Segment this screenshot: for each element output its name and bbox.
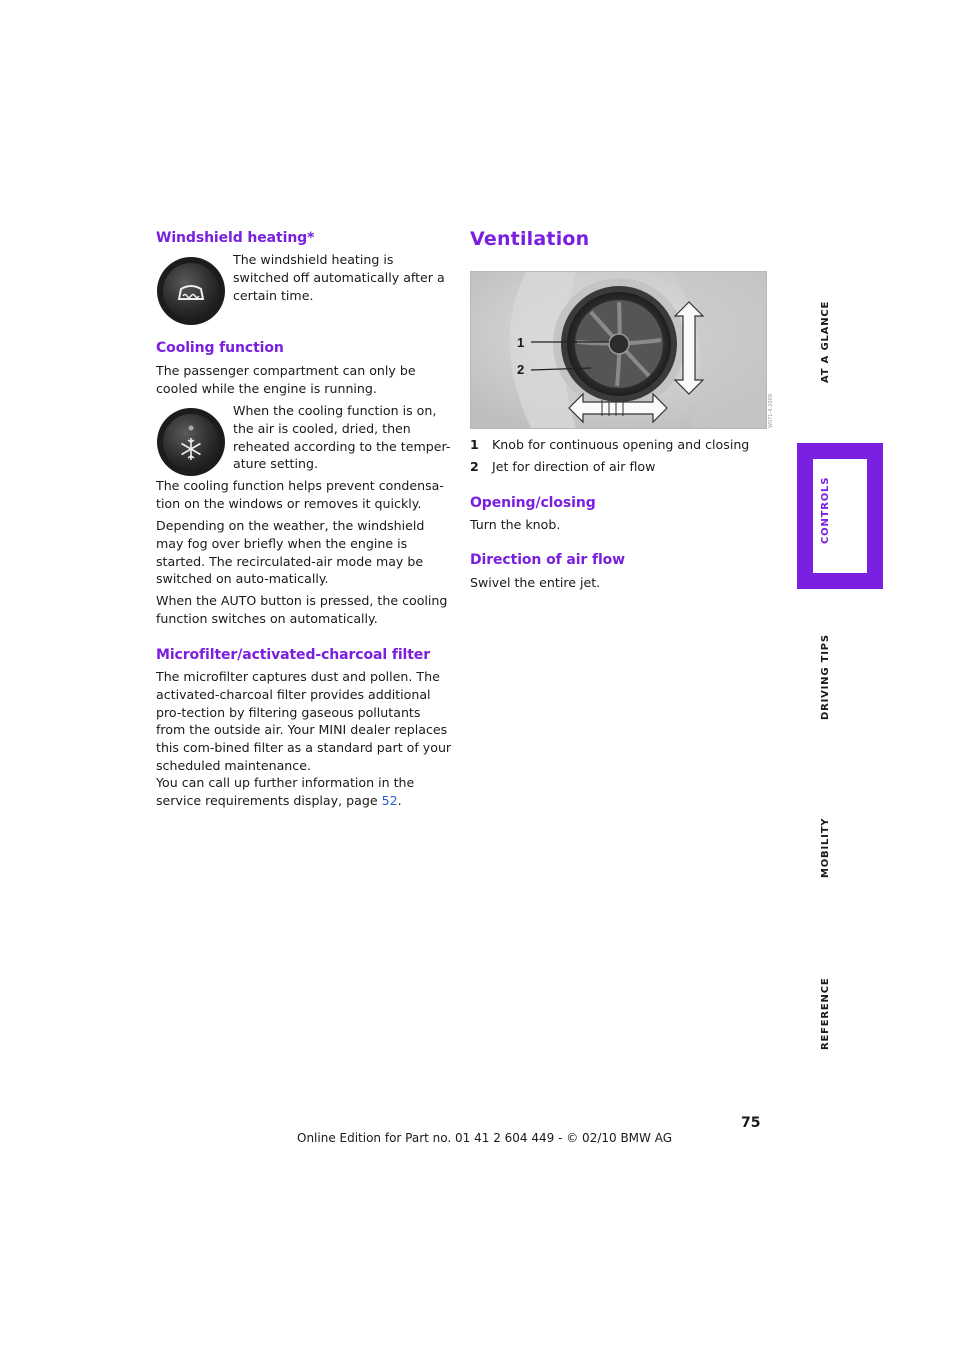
legend-item-1 xyxy=(470,436,770,454)
cooling-button-icon xyxy=(157,408,225,476)
filter-text: The microfilter captures dust and pollen. The activated-charcoal filter provides additional pro-tection by filtering gaseous pollutants from the outside air. Your MINI dealer replaces this com-bined filter as a standard part of your scheduled maintenance. xyxy=(156,669,452,773)
figure-callout-1: 1 xyxy=(517,335,525,350)
figure-callout-2: 2 xyxy=(517,362,525,377)
windshield-heating-button-icon xyxy=(157,257,225,325)
filter-more-prefix: You can call up further information in the service requirements display, page xyxy=(156,775,415,808)
cooling-p3: When the AUTO button is pressed, the cooling function switches on automatically. xyxy=(156,593,448,626)
cooling-p1: The cooling function helps prevent condensa-tion on the windows or removes it quickly. xyxy=(156,478,444,511)
air-vent-figure xyxy=(470,271,767,429)
legend-num-1: 1 xyxy=(470,437,479,452)
filter-heading: Microfilter/activated-charcoal filter xyxy=(156,647,431,663)
cooling-icon-text: When the cooling function is on, the air is cooled, dried, then reheated according to the temper-ature setting. xyxy=(233,403,451,472)
page-link[interactable]: 52 xyxy=(381,792,398,808)
cooling-intro: The passenger compartment can only be cooled while the engine is running. xyxy=(156,363,416,396)
direction-heading: Direction of air flow xyxy=(470,552,626,568)
windshield-heading: Windshield heating* xyxy=(156,230,315,246)
filter-more-suffix: . xyxy=(397,792,402,808)
cooling-heading: Cooling function xyxy=(156,340,284,356)
ventilation-heading: Ventilation xyxy=(470,228,590,250)
edition-footer: Online Edition for Part no. 01 41 2 604 449 - © 02/10 BMW AG xyxy=(297,1131,673,1145)
opening-text: Turn the knob. xyxy=(470,517,561,532)
windshield-text: The windshield heating is switched off automatically after a certain time. xyxy=(233,252,445,303)
tab-driving-tips[interactable]: DRIVING TIPS xyxy=(820,634,831,720)
figure-code: W071-4-2009 xyxy=(768,393,774,428)
opening-heading: Opening/closing xyxy=(470,495,596,511)
page-number: 75 xyxy=(741,1115,761,1131)
tab-reference[interactable]: REFERENCE xyxy=(820,977,831,1050)
tab-controls[interactable]: CONTROLS xyxy=(820,476,831,544)
legend-num-2: 2 xyxy=(470,459,479,474)
legend-item-2 xyxy=(470,458,770,476)
legend-text-2: Jet for direction of air flow xyxy=(492,459,656,474)
tab-at-a-glance[interactable]: AT A GLANCE xyxy=(820,300,831,383)
tab-mobility[interactable]: MOBILITY xyxy=(820,817,831,878)
legend-text-1: Knob for continuous opening and closing xyxy=(492,437,750,452)
cooling-p2: Depending on the weather, the windshield may fog over briefly when the engine is started. The recirculated-air mode may be switched on auto-matically. xyxy=(156,518,425,587)
filter-more xyxy=(156,774,452,810)
direction-text: Swivel the entire jet. xyxy=(470,575,601,590)
